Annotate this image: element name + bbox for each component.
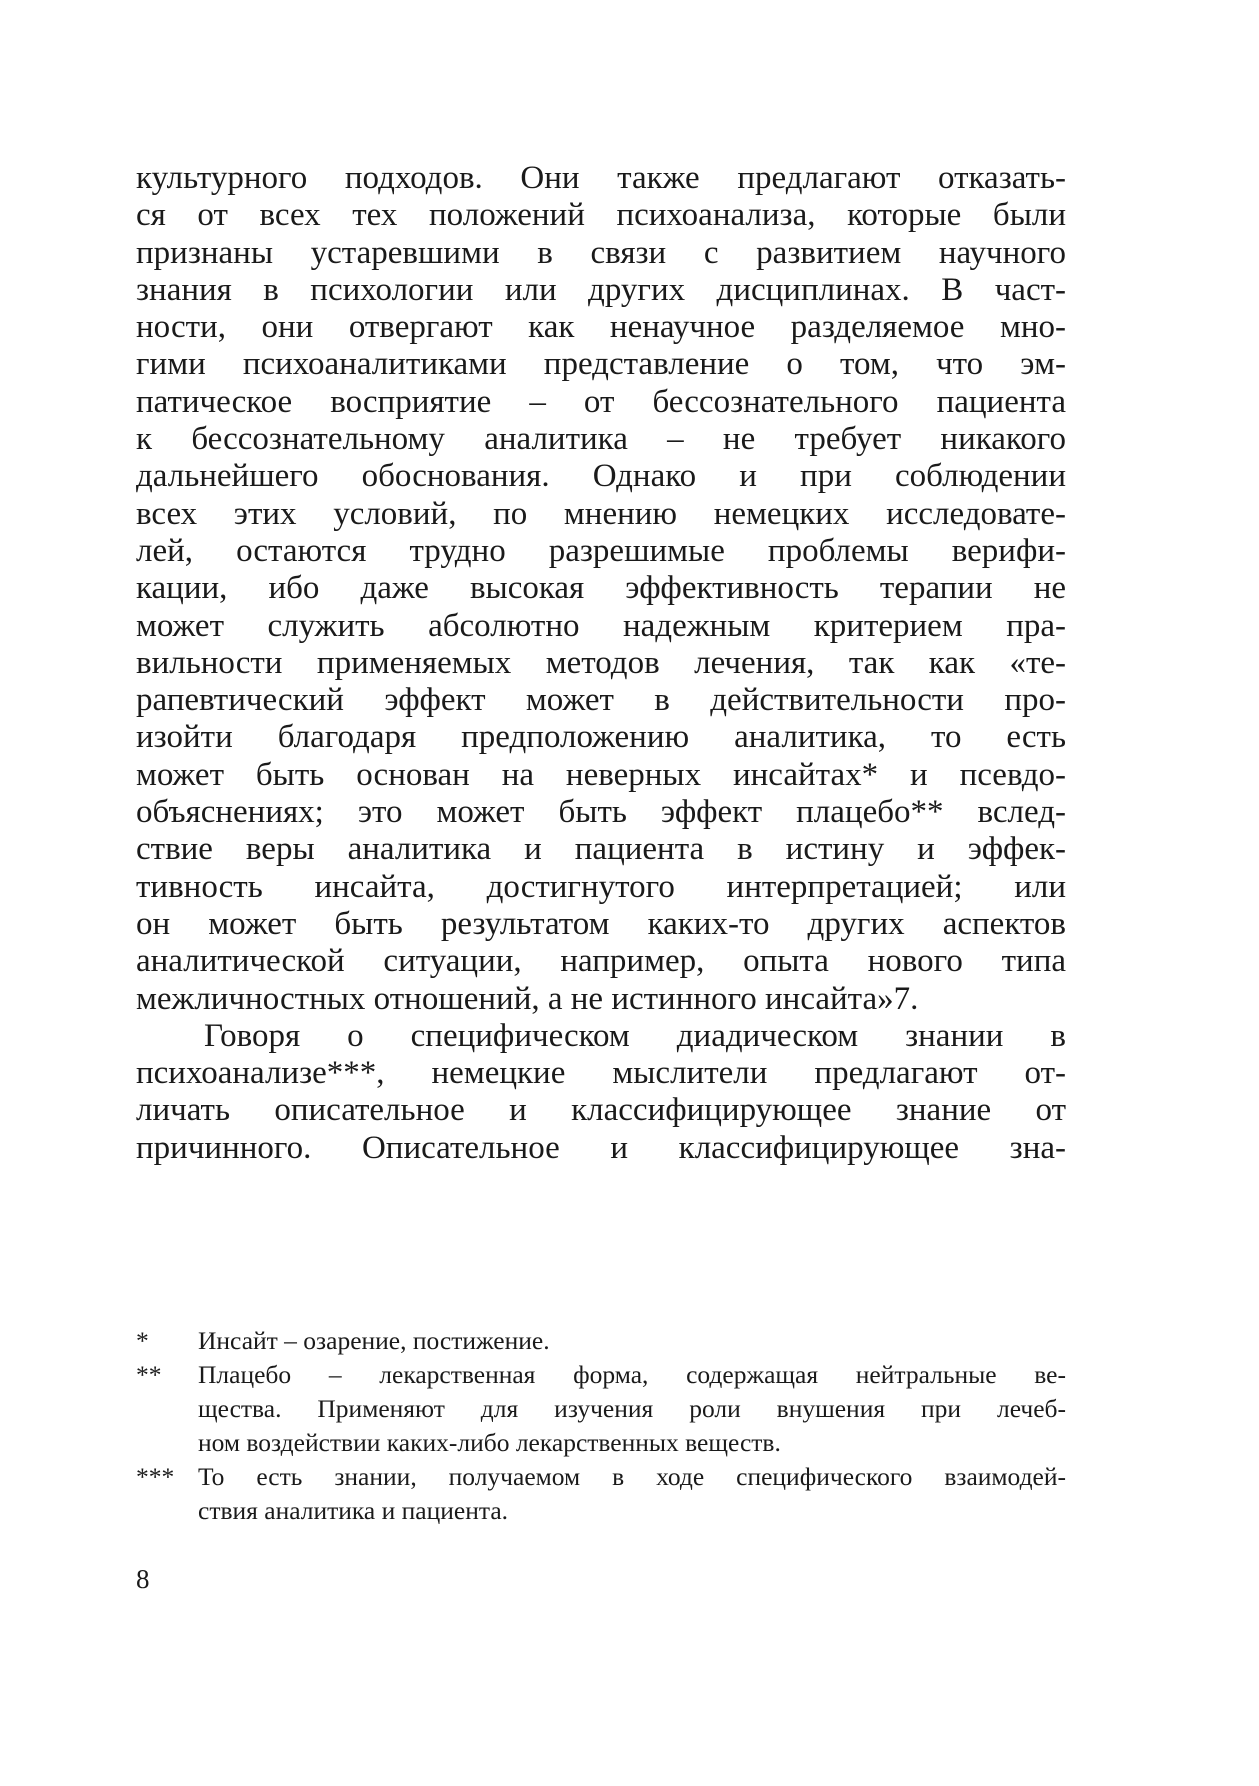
footnote-marker: *** [136,1462,175,1491]
page-number: 8 [136,1564,150,1594]
footnote-line: ствия аналитика и пациента. [198,1496,509,1525]
body-line: психоанализе***, немецкие мыслители предлагают от- [136,1055,1066,1092]
body-line: изойти благодаря предположению аналитика, то есть [136,719,1066,756]
footnote-line: Инсайт – озарение, постижение. [198,1326,550,1355]
body-line: культурного подходов. Они также предлагают отказать- [136,160,1066,196]
paragraph-start-line: Говоря о специфическом диадическом знании в [204,1017,1066,1054]
body-line: тивность инсайта, достигнутого интерпретацией; или [136,868,1066,905]
body-line: причинного. Описательное и классифицирующее зна- [136,1129,1066,1166]
body-line: рапевтический эффект может в действительности про- [136,682,1066,719]
body-line: ности, они отвергают как ненаучное разделяемое мно- [136,309,1066,346]
footnote-line: щества. Применяют для изучения роли внушения при лечеб- [198,1394,1066,1423]
footnotes [136,1324,1066,1528]
footnote-marker: ** [136,1360,162,1389]
body-line: лей, остаются трудно разрешимые проблемы верифи- [136,532,1066,569]
body-line: может быть основан на неверных инсайтах* и псевдо- [136,756,1066,793]
footnote-insight [136,1324,1066,1358]
body-line: кации, ибо даже высокая эффективность терапии не [136,570,1066,607]
body-line: ствие веры аналитика и пациента в истину и эффек- [136,831,1066,868]
footnote-dyadic-knowledge [136,1460,1066,1528]
body-line: ся от всех тех положений психоанализа, которые были [136,197,1066,234]
paragraph-end-line: межличностных отношений, а не истинного инсайта»7. [136,980,919,1017]
body-line: знания в психологии или других дисциплинах. В част- [136,271,1066,308]
body-line: гими психоаналитиками представление о том, что эм- [136,346,1066,383]
body-line: вильности применяемых методов лечения, так как «те- [136,644,1066,681]
footnote-line: ном воздействии каких-либо лекарственных веществ. [198,1428,781,1457]
body-line: признаны устаревшими в связи с развитием научного [136,234,1066,271]
footnote-line: Плацебо – лекарственная форма, содержащая нейтральные ве- [198,1360,1066,1389]
footnote-placebo [136,1358,1066,1460]
body-line: всех этих условий, по мнению немецких исследовате- [136,495,1066,532]
body-line: личать описательное и классифицирующее знание от [136,1092,1066,1129]
body-line: объяснениях; это может быть эффект плацебо** вслед- [136,794,1066,831]
body-line: он может быть результатом каких-то других аспектов [136,905,1066,942]
body-line: дальнейшего обоснования. Однако и при соблюдении [136,458,1066,495]
body-line: аналитической ситуации, например, опыта нового типа [136,943,1066,980]
body-line: может служить абсолютно надежным критерием пра- [136,607,1066,644]
body-line: к бессознательному аналитика – не требует никакого [136,421,1066,458]
body-text [136,160,1066,1167]
footnote-line: То есть знании, получаемом в ходе специфического взаимодей- [198,1462,1066,1491]
footnote-marker: * [136,1326,149,1355]
body-line: патическое восприятие – от бессознательного пациента [136,383,1066,420]
